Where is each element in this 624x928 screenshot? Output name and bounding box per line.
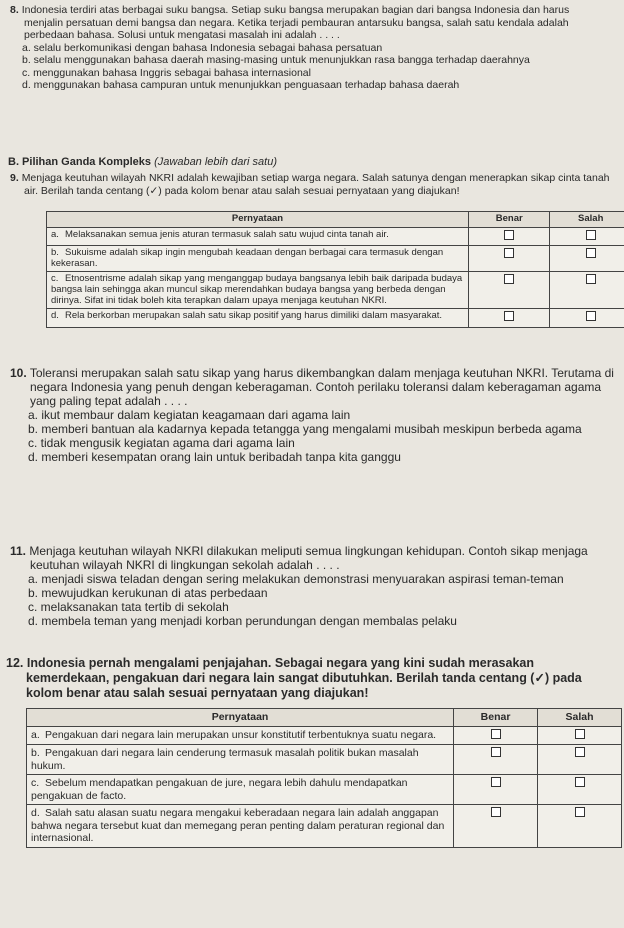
false-checkbox[interactable] <box>586 311 596 321</box>
option-c: c. melaksanakan tata tertib di sekolah <box>28 600 229 614</box>
false-checkbox[interactable] <box>575 777 585 787</box>
row-label: a. <box>51 228 59 240</box>
option-b: b. mewujudkan kerukunan di atas perbedaan <box>28 586 268 600</box>
question-stem: Indonesia terdiri atas berbagai suku bangsa. Setiap suku bangsa merupakan bagian dari bangsa Indonesia dan harus menjalin persatuan demi bangsa dan negara. Ketika terjadi pembauran antarsuku bangsa, salah satu kendala adalah perbedaan bahasa. Solusi untuk mengatasi masalah ini adalah . . . . <box>21 4 570 41</box>
question-stem: Menjaga keutuhan wilayah NKRI adalah kewajiban setiap warga negara. Salah satunya dengan menerapkan sikap cinta tanah air. Berilah tanda centang (✓) pada kolom benar atau salah sesuai pernyataan yang diajukan! <box>21 172 610 197</box>
true-checkbox[interactable] <box>491 777 501 787</box>
question-number: 8. <box>10 4 19 16</box>
question-stem: Toleransi merupakan salah satu sikap yang harus dikembangkan dalam menjaga keutuhan NKRI. Terutama di negara Indonesia yang penuh dengan keberagaman. Contoh perilaku toleransi dalam keberagaman agama yang paling tepat adalah . . . . <box>29 366 614 408</box>
true-checkbox[interactable] <box>504 230 514 240</box>
option-c: c. menggunakan bahasa Inggris sebagai bahasa internasional <box>22 66 311 79</box>
row-label: a. <box>31 728 40 741</box>
header-true: Benar <box>454 709 538 727</box>
question-12 <box>4 656 616 701</box>
question-11 <box>8 544 614 628</box>
row-text: Salah satu alasan suatu negara mengakui keberadaan negara lain adalah anggapan bahwa negara tersebut kuat dan memegang peran penting dalam peraturan regional dan internasional. <box>31 807 445 844</box>
question-number: 9. <box>10 172 19 184</box>
table-row <box>27 805 622 848</box>
option-d: d. menggunakan bahasa campuran untuk menunjukkan penguasaan terhadap bahasa daerah <box>22 79 460 91</box>
row-text: Pengakuan dari negara lain merupakan unsur konstitutif terbentuknya suatu negara. <box>45 728 437 741</box>
table-row <box>47 272 624 309</box>
question-number: 12. <box>6 656 24 670</box>
question-stem: Indonesia pernah mengalami penjajahan. Sebagai negara yang kini sudah merasakan kemerdekaan, pengakuan dari negara lain sangat dibutuhkan. Berilah tanda centang (✓) pada kolom benar atau salah sesuai pernyataan yang diajukan! <box>26 656 582 700</box>
header-false: Salah <box>538 709 622 727</box>
false-checkbox[interactable] <box>575 729 585 739</box>
table-row <box>27 726 622 745</box>
row-label: d. <box>31 807 40 819</box>
section-title: B. Pilihan Ganda Kompleks <box>8 156 152 168</box>
false-checkbox[interactable] <box>586 248 596 258</box>
option-d: d. membela teman yang menjadi korban perundungan dengan membalas pelaku <box>28 614 457 628</box>
option-b: b. memberi bantuan ala kadarnya kepada tetangga yang mengalami musibah meskipun berbeda agama <box>28 422 582 436</box>
header-statement: Pernyataan <box>47 212 469 228</box>
header-true: Benar <box>468 212 550 228</box>
section-b-heading <box>8 156 277 168</box>
question-12-table <box>26 708 622 848</box>
false-checkbox[interactable] <box>575 747 585 757</box>
question-9 <box>8 172 614 197</box>
true-checkbox[interactable] <box>504 248 514 258</box>
option-d: d. memberi kesempatan orang lain untuk beribadah tanpa kita ganggu <box>28 450 401 464</box>
row-text: Sukuisme adalah sikap ingin mengubah keadaan dengan berbagai cara termasuk dengan kekerasan. <box>51 247 444 269</box>
option-a: a. menjadi siswa teladan dengan sering melakukan demonstrasi menyuarakan aspirasi teman-teman <box>28 572 564 586</box>
option-a: a. selalu berkomunikasi dengan bahasa Indonesia sebagai bahasa persatuan <box>22 41 383 54</box>
question-stem: Menjaga keutuhan wilayah NKRI dilakukan meliputi semua lingkungan kehidupan. Contoh sikap menjaga keutuhan wilayah NKRI di lingkungan sekolah adalah . . . . <box>29 544 588 572</box>
row-label: b. <box>31 747 40 759</box>
row-label: c. <box>51 273 59 285</box>
row-text: Melaksanakan semua jenis aturan termasuk salah satu wujud cinta tanah air. <box>65 228 389 240</box>
false-checkbox[interactable] <box>586 230 596 240</box>
question-10 <box>8 366 614 464</box>
row-text: Rela berkorban merupakan salah satu sikap positif yang harus dimiliki dalam masyarakat. <box>65 310 443 322</box>
row-text: Etnosentrisme adalah sikap yang menganggap budaya bangsanya lebih baik daripada budaya bangsa lain sehingga akan muncul sikap merendahkan budaya bangsa yang berbeda dengan dirinya. Sifat ini tidak boleh kita terapkan dalam upaya menjaga keutuhan NKRI. <box>51 273 463 306</box>
question-9-table <box>46 211 624 328</box>
table-row <box>47 246 624 272</box>
true-checkbox[interactable] <box>504 311 514 321</box>
true-checkbox[interactable] <box>491 729 501 739</box>
section-note: (Jawaban lebih dari satu) <box>154 156 278 168</box>
row-text: Pengakuan dari negara lain cenderung termasuk masalah politik bukan masalah hukum. <box>31 747 419 772</box>
option-b: b. selalu menggunakan bahasa daerah masing-masing untuk menunjukkan rasa bangga terhadap daerahnya <box>22 54 530 66</box>
option-a: a. ikut membaur dalam kegiatan keagamaan dari agama lain <box>28 408 351 422</box>
false-checkbox[interactable] <box>575 807 585 817</box>
table-row <box>27 775 622 805</box>
question-number: 11. <box>10 544 27 558</box>
row-label: c. <box>31 777 40 789</box>
table-row <box>47 227 624 246</box>
row-label: d. <box>51 310 59 322</box>
header-false: Salah <box>550 212 624 228</box>
table-row <box>47 309 624 328</box>
question-number: 10. <box>10 366 27 380</box>
table-row <box>27 745 622 775</box>
true-checkbox[interactable] <box>504 274 514 284</box>
row-text: Sebelum mendapatkan pengakuan de jure, negara lebih dahulu mendapatkan pengakuan de facto. <box>31 777 408 802</box>
header-statement: Pernyataan <box>27 709 454 727</box>
question-8 <box>8 4 608 92</box>
row-label: b. <box>51 247 59 259</box>
false-checkbox[interactable] <box>586 274 596 284</box>
true-checkbox[interactable] <box>491 747 501 757</box>
option-c: c. tidak mengusik kegiatan agama dari agama lain <box>28 436 295 450</box>
true-checkbox[interactable] <box>491 807 501 817</box>
